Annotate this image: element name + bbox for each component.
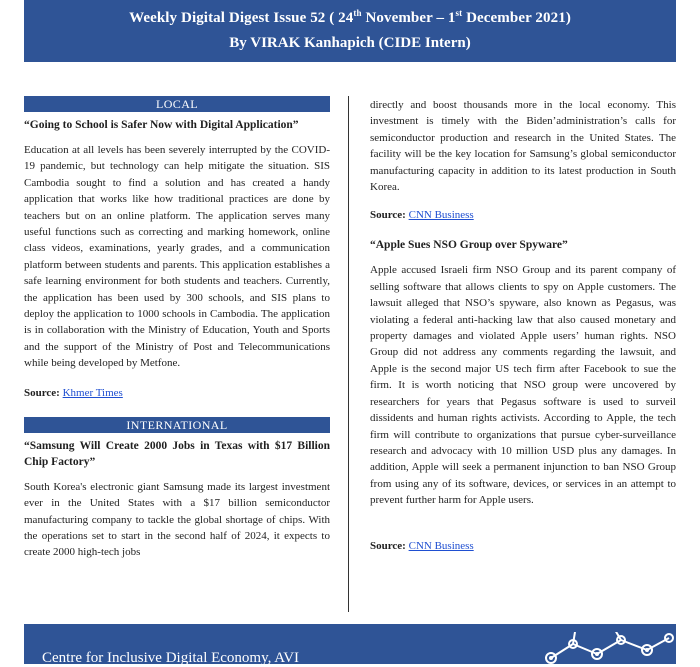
- cnn-business-link-samsung[interactable]: CNN Business: [408, 209, 474, 222]
- samsung-source: Source: CNN Business: [370, 209, 474, 222]
- column-divider: [348, 96, 349, 612]
- samsung-article-body: South Korea's electronic giant Samsung made its largest investment ever in the United States with a $17 billion semiconductor manufacturing company to tackle the global shortage of chips. With the operations set to start in the second half of 2024, it expects to create 2000 high-tech jobs: [24, 480, 330, 559]
- local-article-body: Education at all levels has been severely interrupted by the COVID-19 pandemic, but technology can help mitigate the situation. SIS Cambodia sought to find a solution and has created a handy application that works like how traditional practices are done by teachers but on an online platform. The application serves many useful functions such as correcting and marking homework, online class videos, examinations, yearly grades, and a communication platform between students and parents. This application establishes a safe learning environment for both students and teachers. Currently, the application has been used by 300 schools, and SIS plans to deploy the application to 1000 schools in Cambodia. The application is in collaboration with the Ministry of Education, Youth and Sports and the support of the Ministry of Post and Telecommunications while being developed by Metfone.: [24, 144, 330, 370]
- apple-article-body: Apple accused Israeli firm NSO Group and its parent company of selling software that allows clients to spy on Apple customers. The lawsuit alleged that NSO’s spyware, also known as Pegasus, was violating a federal anti-hacking law that also caused monetary and property damages and violated Apple users’ human rights. NSO Group did not address any comments regarding the lawsuit, and Apple is the second major US tech firm after Facebook to sue the firm. It is worth noticing that NSO group were uncovered by researchers for years that Pegasus software is used to surveil dissidents and human rights activists. According to Apple, the tech firm will contribute to organizations that pursue cyber-surveillance research and advocacy with 10 million USD plus any damages. In addition, Apple will seek a permanent injunction to ban NSO Group from using any of its software, devices, or services in an attempt to prevent further harm for Apple users.: [370, 264, 676, 507]
- apple-headline: “Apple Sues NSO Group over Spyware”: [370, 239, 568, 252]
- digest-header: [24, 0, 676, 62]
- khmer-times-link[interactable]: Khmer Times: [62, 386, 123, 399]
- digest-byline: By VIRAK Kanhapich (CIDE Intern): [229, 35, 471, 51]
- samsung-headline: “Samsung Will Create 2000 Jobs in Texas with $17 Billion Chip Factory”: [24, 439, 330, 468]
- network-nodes-icon: [539, 632, 679, 664]
- digest-title: Weekly Digital Digest Issue 52 ( 24th November – 1st December 2021): [129, 8, 571, 26]
- right-column: [370, 97, 676, 552]
- international-section-label: INTERNATIONAL: [24, 417, 330, 433]
- cnn-business-link-apple[interactable]: CNN Business: [408, 539, 474, 552]
- footer-bar: [24, 624, 676, 664]
- local-headline: “Going to School is Safer Now with Digital Application”: [24, 119, 299, 131]
- apple-source: Source: CNN Business: [370, 539, 474, 552]
- samsung-article-continued: directly and boost thousands more in the local economy. This investment is timely with the Biden’administration’s calls for semiconductor production and research in the United States. The facility will be the key location for Samsung’s global semiconductor manufacturing capacity in addition to its latest production in South Korea.: [370, 99, 676, 194]
- left-column: [24, 96, 330, 561]
- local-section-label: LOCAL: [24, 96, 330, 112]
- local-source: Source: Khmer Times: [24, 386, 123, 399]
- footer-org-name: Centre for Inclusive Digital Economy, AVI: [42, 650, 300, 666]
